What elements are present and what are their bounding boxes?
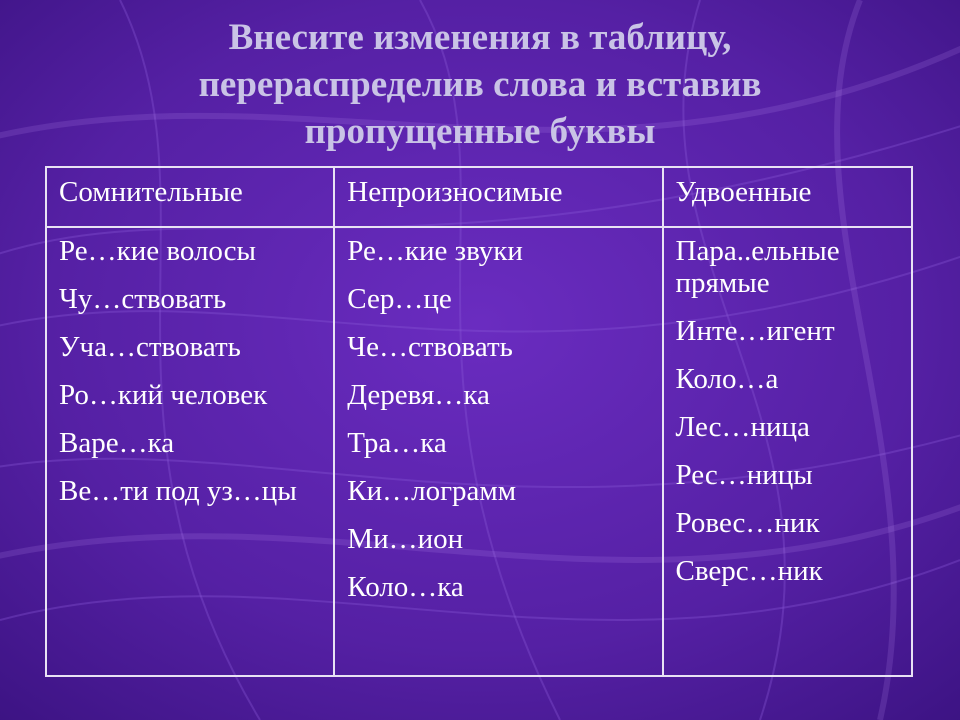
table-row bbox=[46, 227, 912, 676]
list-item: Сверс…ник bbox=[675, 555, 823, 587]
header-doubtful: Сомнительные bbox=[46, 167, 334, 227]
list-item: Ре…кие волосы bbox=[59, 235, 257, 267]
list-item: Ки…лограмм bbox=[347, 475, 517, 507]
list-item: Уча…ствовать bbox=[59, 331, 241, 363]
list-item: Ровес…ник bbox=[675, 507, 820, 539]
column-unpronounceable bbox=[334, 227, 662, 676]
list-item: Пара..ельные прямые bbox=[675, 235, 840, 299]
list-item: Варе…ка bbox=[59, 427, 175, 459]
list-item: Ро…кий человек bbox=[59, 379, 268, 411]
title-line: пропущенные буквы bbox=[304, 111, 656, 152]
title-line: перераспределив слова и вставив bbox=[198, 64, 762, 105]
column-doubled bbox=[663, 227, 912, 676]
list-item: Чу…ствовать bbox=[59, 283, 227, 315]
list-item: Деревя…ка bbox=[347, 379, 490, 411]
list-item: Инте…игент bbox=[675, 315, 835, 347]
list-item: Че…ствовать bbox=[347, 331, 513, 363]
title-line: Внесите изменения в таблицу, bbox=[228, 17, 732, 58]
list-item: Рес…ницы bbox=[675, 459, 813, 491]
words-table bbox=[45, 166, 913, 677]
column-doubtful bbox=[46, 227, 334, 676]
table-header-row bbox=[46, 167, 912, 227]
header-doubled: Удвоенные bbox=[663, 167, 912, 227]
list-item: Коло…а bbox=[675, 363, 779, 395]
list-item: Коло…ка bbox=[347, 571, 464, 603]
slide-title bbox=[0, 14, 960, 155]
list-item: Лес…ница bbox=[675, 411, 810, 443]
list-item: Сер…це bbox=[347, 283, 452, 315]
list-item: Тра…ка bbox=[347, 427, 447, 459]
header-unpronounceable: Непроизносимые bbox=[334, 167, 662, 227]
list-item: Ре…кие звуки bbox=[347, 235, 523, 267]
list-item: Ве…ти под уз…цы bbox=[59, 475, 297, 507]
list-item: Ми…ион bbox=[347, 523, 464, 555]
